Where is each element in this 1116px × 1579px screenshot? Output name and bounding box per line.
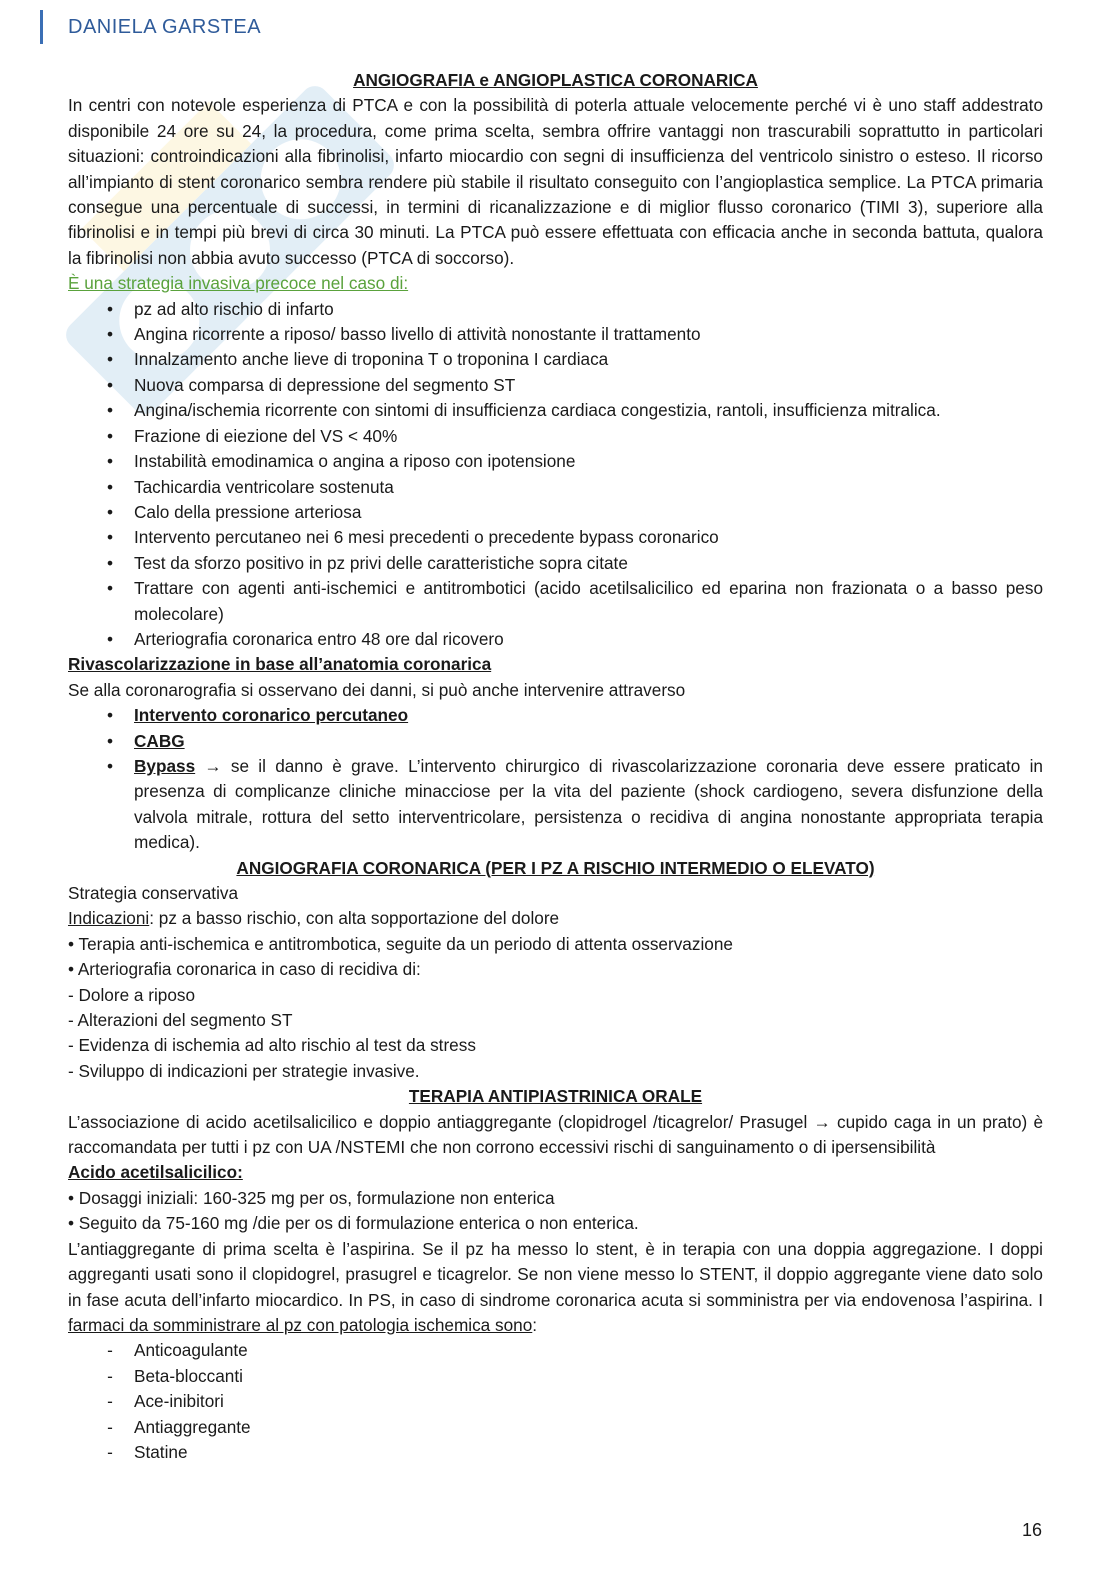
bullet-icon: • — [106, 730, 114, 751]
list-item: • Calo della pressione arteriosa — [68, 500, 1043, 525]
section-title-angiografia: ANGIOGRAFIA e ANGIOPLASTICA CORONARICA — [353, 70, 758, 90]
dash-icon: - — [107, 1340, 113, 1361]
arrow-right-icon: → — [813, 1111, 831, 1132]
list-item: • Bypass → se il danno è grave. L’intervento chirurgico di rivascolarizzazione coronaria deve essere praticato in presenza di complicanze cliniche minacciose per la vita del paziente (shock cardiogeno, severa disfunzione della valvola mitrale, rottura del setto interventricolare, persistenza o recidiva di angina nonostante appropriata terapia medica). — [68, 754, 1043, 856]
bullet-icon: • — [106, 705, 114, 726]
dash-icon: - — [107, 1441, 113, 1462]
antiplatelet-paragraph: L’antiaggregante di prima scelta è l’aspirina. Se il pz ha messo lo stent, è in terapia con una doppia aggregazione. I doppi aggreganti usati sono il clopidogrel, prasugrel e ticagrelor. Se non viene messo lo STENT, il doppio aggregante viene dato solo in fase acuta dell’infarto miocardico. In PS, in caso di sindrome coronarica acuta si somministra per via endovenosa l’aspirina. I farmaci da somministrare al pz con patologia ischemica sono: — [68, 1238, 1043, 1335]
section-title-angiografia-rischio: ANGIOGRAFIA CORONARICA (PER I PZ A RISCHIO INTERMEDIO O ELEVATO) — [236, 857, 875, 878]
text-line: • Terapia anti-ischemica e antitrombotica, seguite da un periodo di attenta osservazione — [68, 933, 733, 954]
bullet-icon: • — [106, 628, 114, 649]
section-title-terapia: TERAPIA ANTIPIASTRINICA ORALE — [408, 1086, 703, 1107]
dash-icon: - — [107, 1391, 113, 1412]
list-item: • Angina ricorrente a riposo/ basso livello di attività nonostante il trattamento — [68, 322, 1043, 347]
bullet-icon: • — [106, 298, 114, 319]
list-item: • Innalzamento anche lieve di troponina T o troponina I cardiaca — [68, 347, 1043, 372]
association-paragraph: L’associazione di acido acetilsalicilico e doppio antiaggregante (clopidrogel /ticagrelor/ Prasugel → cupido caga in un prato) è raccomandata per tutti i pz con UA /NSTEMI che non corrono eccessivi rischi di sanguinamento o di ipersensibilità — [68, 1111, 1044, 1158]
list-item: • Intervento percutaneo nei 6 mesi precedenti o precedente bypass coronarico — [68, 525, 1043, 550]
bullet-icon: • — [106, 349, 114, 370]
text-line: • Dosaggi iniziali: 160-325 mg per os, formulazione non enterica — [68, 1187, 555, 1208]
revasc-heading: Rivascolarizzazione in base all’anatomia coronarica — [68, 654, 492, 675]
list-item: • Tachicardia ventricolare sostenuta — [68, 475, 1043, 500]
revasc-intro: Se alla coronarografia si osservano dei danni, si può anche intervenire attraverso — [68, 679, 686, 700]
list-item: • Trattare con agenti anti-ischemici e antitrombotici (acido acetilsalicilico ed eparina non frazionata o a basso peso molecolare) — [68, 576, 1043, 627]
bullet-icon: • — [106, 501, 114, 522]
list-item: • CABG — [68, 729, 1043, 754]
intro-paragraph: In centri con notevole esperienza di PTCA e con la possibilità di poterla attuale velocemente perché vi è uno staff addestrato disponibile 24 ore su 24, la procedura, come prima scelta, sembra offrire vantaggi non trascurabili soprattutto in particolari situazioni: controindicazioni alla fibrinolisi, infarto miocardio con segni di insufficienza del ventricolo sinistro o esteso. Il ricorso all’impianto di stent coronarico sembra rendere più stabile il risultato conseguito con l’angioplastica semplice. La PTCA primaria consegue una percentuale di successi, in termini di ricanalizzazione e di miglior flusso coronarico (TIMI 3), superiore alla fibrinolisi e in tempi più brevi di circa 30 minuti. La PTCA può essere effettuata con efficacia anche in seconda battuta, qualora la fibrinolisi non abbia avuto successo (PTCA di soccorso). — [68, 95, 1043, 268]
bullet-icon: • — [106, 425, 114, 446]
drugs-list — [68, 1338, 1043, 1465]
list-item: - Ace-inibitori — [68, 1389, 1043, 1414]
list-item: • Test da sforzo positivo in pz privi delle caratteristiche sopra citate — [68, 551, 1043, 576]
invasive-strategy-list — [68, 297, 1043, 653]
list-item: • Frazione di eiezione del VS < 40% — [68, 424, 1043, 449]
list-item: • pz ad alto rischio di infarto — [68, 297, 1043, 322]
list-item: • Angina/ischemia ricorrente con sintomi di insufficienza cardiaca congestizia, rantoli, insufficienza mitralica. — [68, 398, 1043, 423]
bullet-icon: • — [106, 527, 114, 548]
list-item: - Statine — [68, 1440, 1043, 1465]
header-accent-bar — [40, 10, 43, 44]
bullet-icon: • — [106, 552, 114, 573]
arrow-right-icon: → — [204, 755, 222, 776]
bullet-icon: • — [106, 400, 114, 421]
list-item: • Instabilità emodinamica o angina a riposo con ipotensione — [68, 449, 1043, 474]
revasc-list — [68, 703, 1043, 855]
text-line: • Arteriografia coronarica in caso di recidiva di: — [68, 959, 421, 980]
indications-text: : pz a basso rischio, con alta sopportazione del dolore — [149, 908, 560, 929]
bullet-icon: • — [106, 755, 114, 776]
strategy-label: Strategia conservativa — [68, 883, 239, 903]
strategy-heading: È una strategia invasiva precoce nel caso di: — [68, 273, 409, 294]
bullet-icon: • — [106, 476, 114, 497]
bullet-icon: • — [106, 578, 114, 599]
bullet-icon: • — [106, 324, 114, 345]
asa-heading: Acido acetilsalicilico: — [68, 1162, 243, 1183]
text-line: - Alterazioni del segmento ST — [68, 1010, 293, 1031]
bullet-icon: • — [106, 451, 114, 472]
list-item: - Antiaggregante — [68, 1415, 1043, 1440]
list-item: • Nuova comparsa di depressione del segmento ST — [68, 373, 1043, 398]
text-line: - Dolore a riposo — [68, 984, 196, 1005]
text-line: - Sviluppo di indicazioni per strategie invasive. — [68, 1060, 420, 1081]
bullet-icon: • — [106, 374, 114, 395]
indications-label: Indicazioni — [68, 908, 150, 929]
list-item: • Arteriografia coronarica entro 48 ore dal ricovero — [68, 627, 1043, 652]
page-number: 16 — [1021, 1520, 1042, 1540]
dash-icon: - — [107, 1365, 113, 1386]
drugs-heading: farmaci da somministrare al pz con patologia ischemica sono — [68, 1314, 533, 1335]
list-item: • Intervento coronarico percutaneo — [68, 703, 1043, 728]
author-name: DANIELA GARSTEA — [68, 16, 262, 38]
page-content — [68, 68, 1043, 1465]
text-line: • Seguito da 75-160 mg /die per os di formulazione enterica o non enterica. — [68, 1213, 639, 1234]
list-item: - Beta-bloccanti — [68, 1364, 1043, 1389]
dash-icon: - — [107, 1416, 113, 1437]
list-item: - Anticoagulante — [68, 1338, 1043, 1363]
text-line: - Evidenza di ischemia ad alto rischio al test da stress — [68, 1035, 476, 1056]
